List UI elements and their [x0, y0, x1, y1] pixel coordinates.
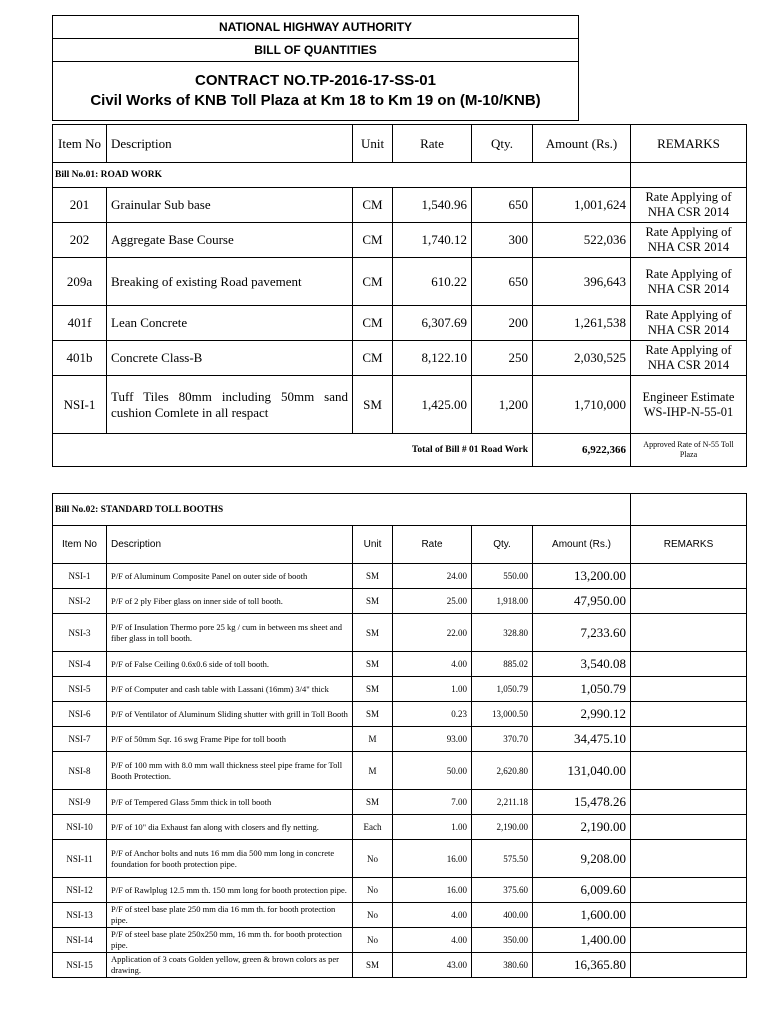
bill1-total-remarks: Approved Rate of N-55 Toll Plaza — [631, 434, 747, 467]
qty: 550.00 — [472, 564, 533, 589]
qty: 250 — [472, 341, 533, 376]
item-no: NSI-3 — [53, 614, 107, 652]
qty: 375.60 — [472, 878, 533, 903]
table-row — [53, 652, 747, 677]
unit: SM — [353, 614, 393, 652]
description: P/F of 10" dia Exhaust fan along with closers and fly netting. — [107, 815, 353, 840]
rate: 16.00 — [393, 878, 472, 903]
table-row — [53, 928, 747, 953]
boq-header — [52, 15, 579, 121]
description: P/F of 2 ply Fiber glass on inner side of toll booth. — [107, 589, 353, 614]
qty: 300 — [472, 223, 533, 258]
description: P/F of Tempered Glass 5mm thick in toll booth — [107, 790, 353, 815]
rate: 93.00 — [393, 727, 472, 752]
unit: Each — [353, 815, 393, 840]
table-row — [53, 790, 747, 815]
description: P/F of Anchor bolts and nuts 16 mm dia 500 mm long in concrete foundation for booth protection pipe. — [107, 840, 353, 878]
unit: M — [353, 752, 393, 790]
description: Grainular Sub base — [107, 188, 353, 223]
remarks — [631, 790, 747, 815]
description: P/F of 100 mm with 8.0 mm wall thickness steel pipe frame for Toll Booth Protection. — [107, 752, 353, 790]
unit: SM — [353, 564, 393, 589]
qty: 650 — [472, 258, 533, 306]
unit: SM — [353, 790, 393, 815]
qty: 380.60 — [472, 953, 533, 978]
description: P/F of Aluminum Composite Panel on outer side of booth — [107, 564, 353, 589]
item-no: NSI-13 — [53, 903, 107, 928]
remarks — [631, 953, 747, 978]
unit: CM — [353, 223, 393, 258]
description: P/F of Rawlplug 12.5 mm th. 150 mm long for booth protection pipe. — [107, 878, 353, 903]
bill1-total-label: Total of Bill # 01 Road Work — [53, 434, 533, 467]
qty: 1,050.79 — [472, 677, 533, 702]
rate: 8,122.10 — [393, 341, 472, 376]
description: P/F of False Ceiling 0.6x0.6 side of toll booth. — [107, 652, 353, 677]
contract-heading — [53, 62, 579, 121]
rate: 1,540.96 — [393, 188, 472, 223]
unit: SM — [353, 953, 393, 978]
amount: 7,233.60 — [533, 614, 631, 652]
item-no: NSI-10 — [53, 815, 107, 840]
remarks — [631, 727, 747, 752]
table-row — [53, 341, 747, 376]
rate: 4.00 — [393, 652, 472, 677]
unit: M — [353, 727, 393, 752]
remarks: Rate Applying of NHA CSR 2014 — [631, 188, 747, 223]
col-rate: Rate — [393, 125, 472, 163]
rate: 610.22 — [393, 258, 472, 306]
qty: 328.80 — [472, 614, 533, 652]
qty: 400.00 — [472, 903, 533, 928]
col-item-no: Item No — [53, 526, 107, 564]
remarks — [631, 564, 747, 589]
unit: No — [353, 928, 393, 953]
bill1-total-row — [53, 434, 747, 467]
item-no: NSI-2 — [53, 589, 107, 614]
description: Breaking of existing Road pavement — [107, 258, 353, 306]
qty: 575.50 — [472, 840, 533, 878]
item-no: NSI-14 — [53, 928, 107, 953]
qty: 2,190.00 — [472, 815, 533, 840]
rate: 4.00 — [393, 928, 472, 953]
table-row — [53, 188, 747, 223]
rate: 43.00 — [393, 953, 472, 978]
qty: 1,200 — [472, 376, 533, 434]
unit: CM — [353, 258, 393, 306]
document-title: BILL OF QUANTITIES — [53, 39, 579, 62]
table-row — [53, 878, 747, 903]
remarks — [631, 903, 747, 928]
works-title: Civil Works of KNB Toll Plaza at Km 18 to Km 19 on (M-10/KNB) — [90, 92, 541, 109]
unit: SM — [353, 652, 393, 677]
authority-title: NATIONAL HIGHWAY AUTHORITY — [53, 16, 579, 39]
item-no: NSI-1 — [53, 376, 107, 434]
remarks — [631, 878, 747, 903]
amount: 6,009.60 — [533, 878, 631, 903]
table-row — [53, 614, 747, 652]
amount: 1,710,000 — [533, 376, 631, 434]
amount: 396,643 — [533, 258, 631, 306]
col-description: Description — [107, 526, 353, 564]
bill1-total-amount: 6,922,366 — [533, 434, 631, 467]
item-no: 201 — [53, 188, 107, 223]
rate: 7.00 — [393, 790, 472, 815]
qty: 650 — [472, 188, 533, 223]
amount: 13,200.00 — [533, 564, 631, 589]
qty: 200 — [472, 306, 533, 341]
amount: 2,030,525 — [533, 341, 631, 376]
unit: CM — [353, 188, 393, 223]
rate: 1,740.12 — [393, 223, 472, 258]
description: P/F of steel base plate 250 mm dia 16 mm th. for booth protection pipe. — [107, 903, 353, 928]
bill2-table — [52, 493, 747, 978]
col-remarks: REMARKS — [631, 526, 747, 564]
table-row — [53, 953, 747, 978]
remarks: Rate Applying of NHA CSR 2014 — [631, 306, 747, 341]
bill1-column-header — [53, 125, 747, 163]
remarks — [631, 614, 747, 652]
rate: 1,425.00 — [393, 376, 472, 434]
description: Application of 3 coats Golden yellow, green & brown colors as per drawing. — [107, 953, 353, 978]
amount: 1,261,538 — [533, 306, 631, 341]
unit: No — [353, 840, 393, 878]
bill1-title-remarks — [631, 163, 747, 188]
table-row — [53, 903, 747, 928]
table-row — [53, 815, 747, 840]
item-no: NSI-12 — [53, 878, 107, 903]
rate: 1.00 — [393, 677, 472, 702]
table-row — [53, 702, 747, 727]
amount: 2,190.00 — [533, 815, 631, 840]
rate: 6,307.69 — [393, 306, 472, 341]
remarks: Rate Applying of NHA CSR 2014 — [631, 341, 747, 376]
description: P/F of Computer and cash table with Lassani (16mm) 3/4" thick — [107, 677, 353, 702]
item-no: NSI-1 — [53, 564, 107, 589]
amount: 16,365.80 — [533, 953, 631, 978]
remarks — [631, 815, 747, 840]
item-no: NSI-4 — [53, 652, 107, 677]
qty: 1,918.00 — [472, 589, 533, 614]
bill1-section-row — [53, 163, 747, 188]
amount: 15,478.26 — [533, 790, 631, 815]
description: Concrete Class-B — [107, 341, 353, 376]
unit: SM — [353, 677, 393, 702]
table-row — [53, 306, 747, 341]
bill1-title: Bill No.01: ROAD WORK — [53, 163, 631, 188]
amount: 131,040.00 — [533, 752, 631, 790]
col-unit: Unit — [353, 526, 393, 564]
qty: 2,211.18 — [472, 790, 533, 815]
description: P/F of Ventilator of Aluminum Sliding shutter with grill in Toll Booth — [107, 702, 353, 727]
description: Aggregate Base Course — [107, 223, 353, 258]
table-row — [53, 258, 747, 306]
item-no: NSI-15 — [53, 953, 107, 978]
amount: 1,400.00 — [533, 928, 631, 953]
item-no: NSI-8 — [53, 752, 107, 790]
rate: 25.00 — [393, 589, 472, 614]
col-rate: Rate — [393, 526, 472, 564]
bill2-section-row — [53, 494, 747, 526]
remarks — [631, 928, 747, 953]
qty: 13,000.50 — [472, 702, 533, 727]
amount: 9,208.00 — [533, 840, 631, 878]
table-row — [53, 589, 747, 614]
item-no: 209a — [53, 258, 107, 306]
item-no: 401f — [53, 306, 107, 341]
unit: No — [353, 903, 393, 928]
unit: SM — [353, 376, 393, 434]
bill1-table — [52, 124, 747, 467]
description: P/F of steel base plate 250x250 mm, 16 mm th. for booth protection pipe. — [107, 928, 353, 953]
contract-no: CONTRACT NO.TP-2016-17-SS-01 — [195, 72, 436, 89]
remarks — [631, 652, 747, 677]
qty: 370.70 — [472, 727, 533, 752]
amount: 1,050.79 — [533, 677, 631, 702]
item-no: NSI-5 — [53, 677, 107, 702]
amount: 3,540.08 — [533, 652, 631, 677]
table-row — [53, 677, 747, 702]
rate: 1.00 — [393, 815, 472, 840]
item-no: NSI-7 — [53, 727, 107, 752]
item-no: 401b — [53, 341, 107, 376]
table-row — [53, 752, 747, 790]
unit: SM — [353, 702, 393, 727]
bill2-title-remarks — [631, 494, 747, 526]
unit: CM — [353, 341, 393, 376]
remarks: Rate Applying of NHA CSR 2014 — [631, 223, 747, 258]
amount: 522,036 — [533, 223, 631, 258]
rate: 50.00 — [393, 752, 472, 790]
amount: 47,950.00 — [533, 589, 631, 614]
remarks: Engineer Estimate WS-IHP-N-55-01 — [631, 376, 747, 434]
remarks — [631, 840, 747, 878]
remarks — [631, 752, 747, 790]
description: P/F of 50mm Sqr. 16 swg Frame Pipe for toll booth — [107, 727, 353, 752]
table-row — [53, 564, 747, 589]
col-qty: Qty. — [472, 125, 533, 163]
table-row — [53, 223, 747, 258]
amount: 2,990.12 — [533, 702, 631, 727]
col-description: Description — [107, 125, 353, 163]
description: Lean Concrete — [107, 306, 353, 341]
item-no: NSI-9 — [53, 790, 107, 815]
description: Tuff Tiles 80mm including 50mm sand cushion Comlete in all respact — [107, 376, 353, 434]
rate: 0.23 — [393, 702, 472, 727]
unit: No — [353, 878, 393, 903]
table-row — [53, 376, 747, 434]
rate: 24.00 — [393, 564, 472, 589]
rate: 16.00 — [393, 840, 472, 878]
remarks — [631, 589, 747, 614]
table-row — [53, 840, 747, 878]
bill2-body — [53, 564, 747, 978]
item-no: NSI-11 — [53, 840, 107, 878]
unit: SM — [353, 589, 393, 614]
qty: 885.02 — [472, 652, 533, 677]
remarks — [631, 677, 747, 702]
amount: 1,600.00 — [533, 903, 631, 928]
description: P/F of Insulation Thermo pore 25 kg / cum in between ms sheet and fiber glass in toll booth. — [107, 614, 353, 652]
col-qty: Qty. — [472, 526, 533, 564]
qty: 2,620.80 — [472, 752, 533, 790]
qty: 350.00 — [472, 928, 533, 953]
rate: 4.00 — [393, 903, 472, 928]
col-item-no: Item No — [53, 125, 107, 163]
col-remarks: REMARKS — [631, 125, 747, 163]
amount: 1,001,624 — [533, 188, 631, 223]
col-amount: Amount (Rs.) — [533, 526, 631, 564]
unit: CM — [353, 306, 393, 341]
item-no: NSI-6 — [53, 702, 107, 727]
col-unit: Unit — [353, 125, 393, 163]
rate: 22.00 — [393, 614, 472, 652]
item-no: 202 — [53, 223, 107, 258]
remarks: Rate Applying of NHA CSR 2014 — [631, 258, 747, 306]
table-row — [53, 727, 747, 752]
bill2-title: Bill No.02: STANDARD TOLL BOOTHS — [53, 494, 631, 526]
remarks — [631, 702, 747, 727]
amount: 34,475.10 — [533, 727, 631, 752]
bill2-column-header — [53, 526, 747, 564]
col-amount: Amount (Rs.) — [533, 125, 631, 163]
